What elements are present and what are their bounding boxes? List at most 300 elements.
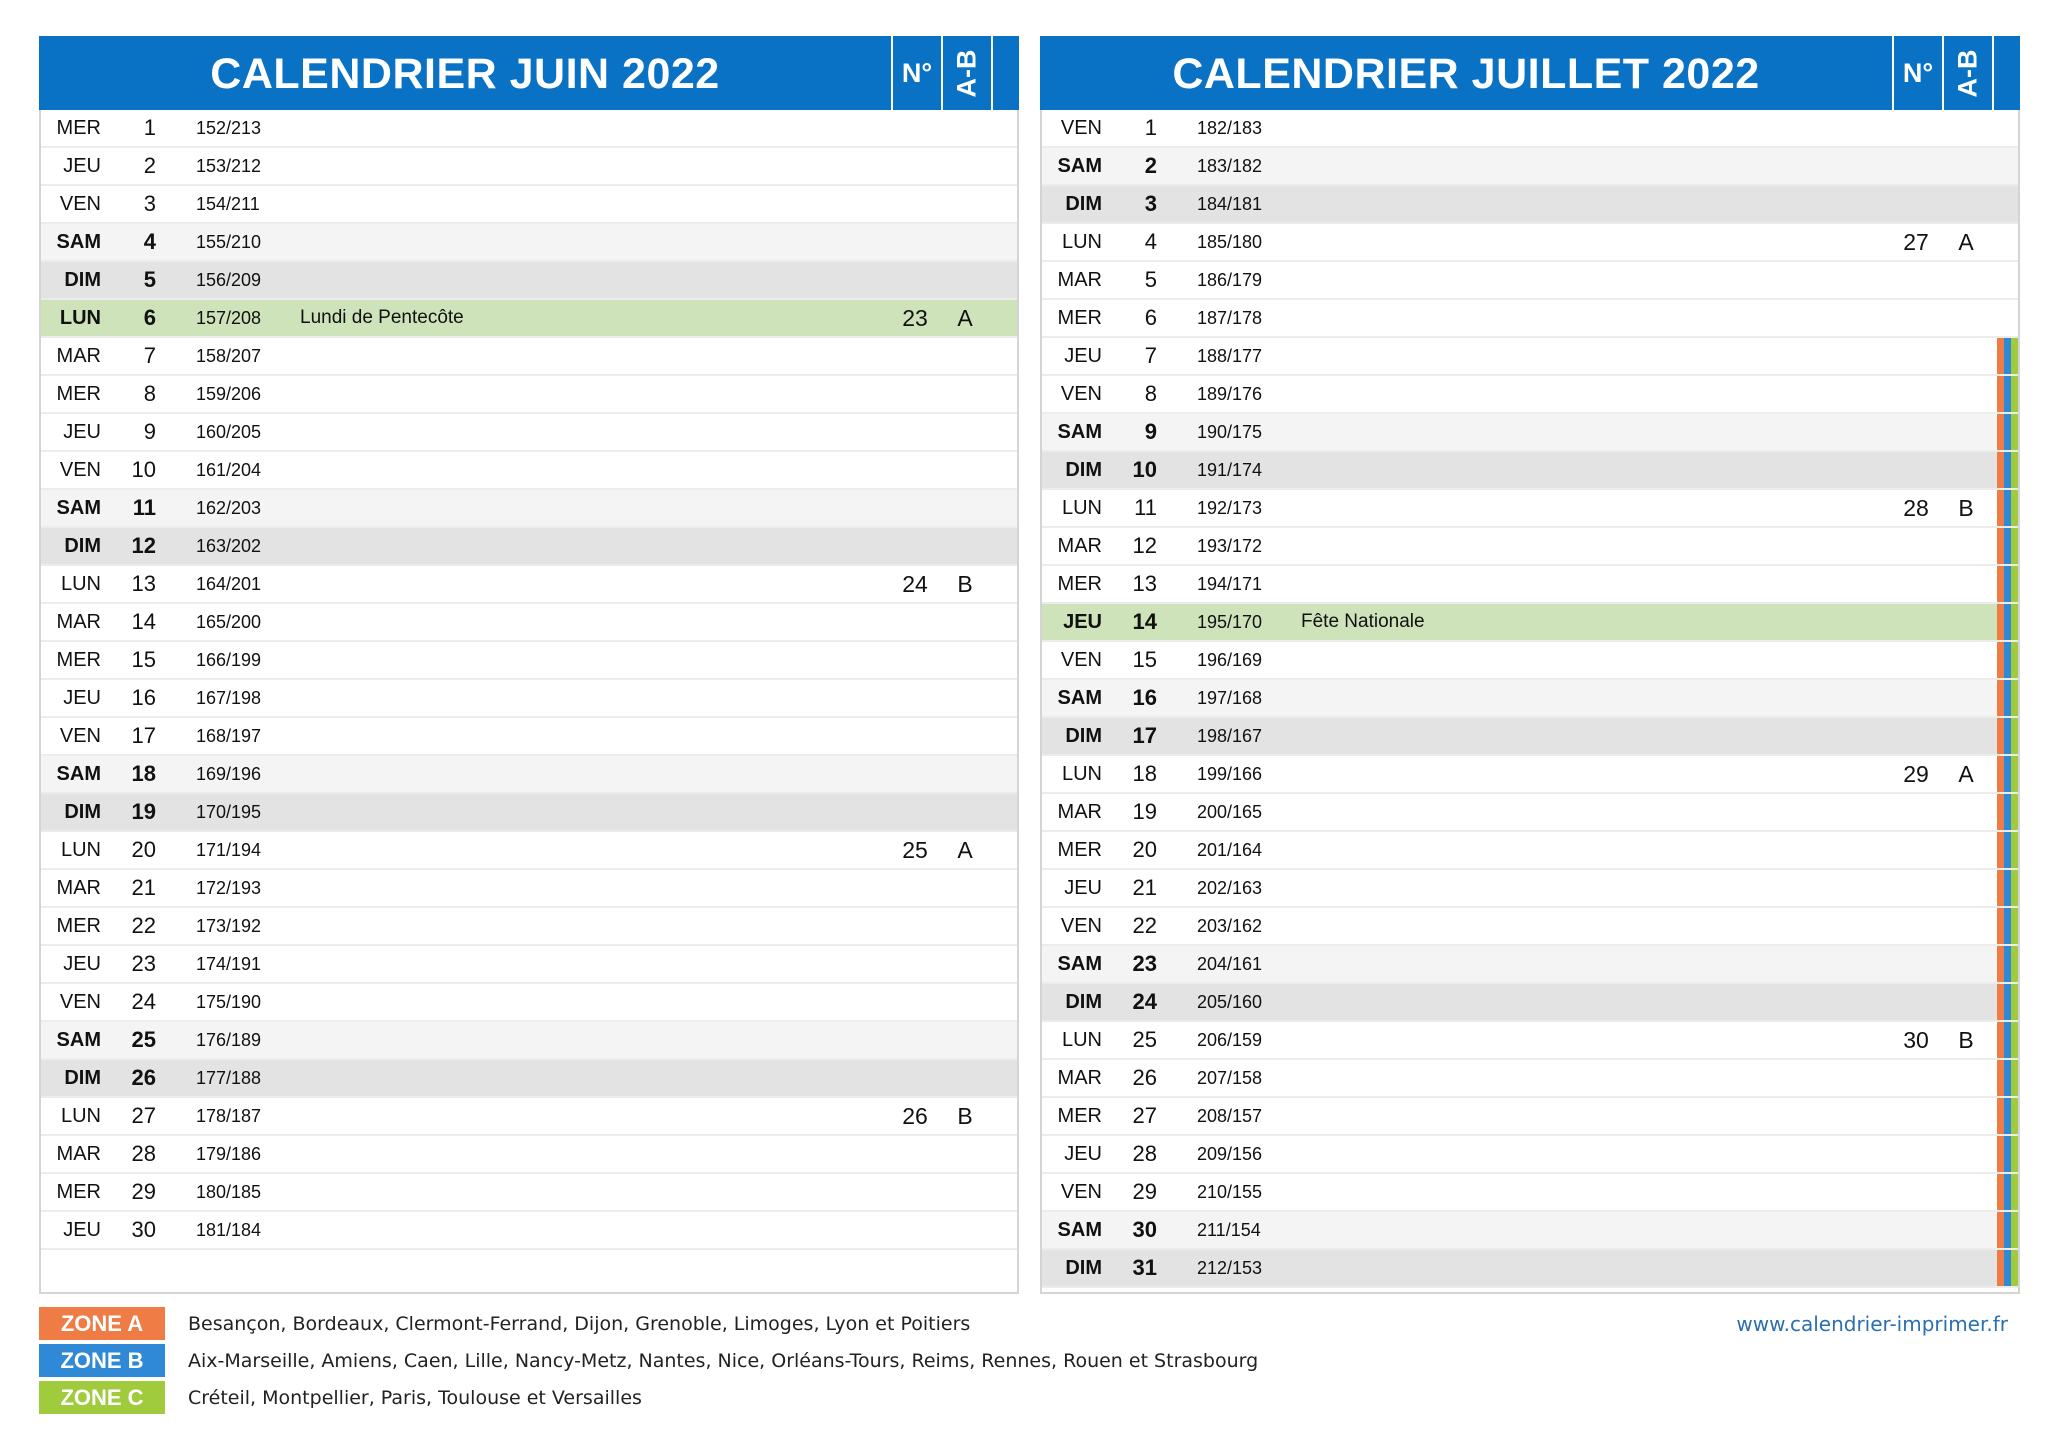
day-of-year: 181/184 <box>196 1219 262 1240</box>
day-row <box>41 186 1017 224</box>
vacation-zone-b-bar <box>2004 832 2011 868</box>
week-ab-header-label: A-B <box>1952 49 1983 97</box>
day-of-year: 163/202 <box>196 535 262 556</box>
day-number: 18 <box>131 761 156 786</box>
day-row <box>1042 224 2018 262</box>
day-of-year: 192/173 <box>1197 497 1263 518</box>
day-row <box>1042 908 2018 946</box>
day-row <box>41 642 1017 680</box>
weekday: LUN <box>1061 762 1102 785</box>
weekday: JEU <box>63 420 101 443</box>
day-number: 3 <box>1144 191 1157 216</box>
day-of-year: 158/207 <box>196 345 262 366</box>
day-rows <box>41 110 1017 1250</box>
week-number: 25 <box>902 836 928 863</box>
day-row <box>1042 642 2018 680</box>
day-number: 6 <box>1144 305 1157 330</box>
weekday: LUN <box>60 572 101 595</box>
day-row <box>41 870 1017 908</box>
day-number: 3 <box>143 191 156 216</box>
vacation-zone-c-bar <box>2011 1060 2018 1096</box>
weekday: MAR <box>1057 534 1102 557</box>
calendar-header <box>39 36 1019 110</box>
event-label: Fête Nationale <box>1301 611 1425 632</box>
day-of-year: 169/196 <box>196 763 262 784</box>
vacation-zone-a-bar <box>1997 946 2004 982</box>
weekday: MER <box>56 1180 101 1203</box>
day-row <box>1042 1060 2018 1098</box>
weekday: MAR <box>56 876 101 899</box>
day-number: 16 <box>1132 685 1157 710</box>
vacation-zone-c-bar <box>2011 718 2018 754</box>
week-ab: A <box>1958 760 1974 787</box>
event-label: Lundi de Pentecôte <box>300 307 464 328</box>
weekday: SAM <box>1057 1218 1102 1241</box>
week-ab: B <box>957 570 973 597</box>
weekday: LUN <box>59 306 101 329</box>
day-number: 11 <box>1134 495 1157 520</box>
week-ab: A <box>1958 228 1974 255</box>
day-of-year: 171/194 <box>196 839 262 860</box>
day-row <box>41 832 1017 870</box>
vacation-zone-a-bar <box>1997 984 2004 1020</box>
day-row <box>41 908 1017 946</box>
day-number: 7 <box>1144 343 1157 368</box>
day-number: 22 <box>131 913 156 938</box>
vacation-zone-b-bar <box>2004 642 2011 678</box>
week-ab: B <box>1958 494 1974 521</box>
vacation-zone-b-bar <box>2004 604 2011 640</box>
vacation-zone-b-bar <box>2004 756 2011 792</box>
day-number: 9 <box>143 419 156 444</box>
day-number: 23 <box>1132 951 1157 976</box>
day-of-year: 168/197 <box>196 725 262 746</box>
day-row <box>1042 376 2018 414</box>
day-of-year: 177/188 <box>196 1067 262 1088</box>
vacation-zones-strip <box>1992 338 2018 374</box>
day-row <box>41 300 1017 338</box>
zone-a-cities: Besançon, Bordeaux, Clermont-Ferrand, Dijon, Grenoble, Limoges, Lyon et Poitiers <box>188 1312 971 1335</box>
weekday: SAM <box>56 1028 101 1051</box>
vacation-zones-strip <box>1992 642 2018 678</box>
vacation-zone-c-bar <box>2011 376 2018 412</box>
week-ab: A <box>957 304 973 331</box>
day-of-year: 154/211 <box>196 193 260 214</box>
week-number-header: N° <box>1892 36 1942 110</box>
weekday: VEN <box>59 990 101 1013</box>
day-number: 26 <box>131 1065 156 1090</box>
vacation-zone-c-bar <box>2011 1174 2018 1210</box>
legend-zone-a <box>39 1305 1258 1342</box>
day-of-year: 187/178 <box>1197 307 1263 328</box>
weekday: MER <box>1057 1104 1102 1127</box>
day-of-year: 172/193 <box>196 877 262 898</box>
day-row <box>41 1212 1017 1250</box>
day-of-year: 152/213 <box>196 117 262 138</box>
vacation-zone-c-bar <box>2011 1250 2018 1286</box>
day-number: 6 <box>143 305 156 330</box>
vacation-zone-a-bar <box>1997 908 2004 944</box>
day-row <box>1042 1136 2018 1174</box>
week-number: 27 <box>1903 228 1929 255</box>
day-of-year: 166/199 <box>196 649 262 670</box>
day-row <box>1042 756 2018 794</box>
day-of-year: 199/166 <box>1197 763 1263 784</box>
weekday: MER <box>1057 838 1102 861</box>
day-of-year: 205/160 <box>1197 991 1263 1012</box>
vacation-zone-b-bar <box>2004 1098 2011 1134</box>
weekday: DIM <box>1065 990 1102 1013</box>
vacation-zone-a-bar <box>1997 376 2004 412</box>
day-of-year: 210/155 <box>1197 1181 1263 1202</box>
vacation-zones-strip <box>1992 528 2018 564</box>
day-of-year: 191/174 <box>1197 459 1263 480</box>
weekday: VEN <box>1060 382 1102 405</box>
day-row <box>1042 1174 2018 1212</box>
day-of-year: 201/164 <box>1197 839 1263 860</box>
day-row <box>41 148 1017 186</box>
vacation-zones-strip <box>1992 870 2018 906</box>
day-of-year: 153/212 <box>196 155 262 176</box>
week-ab-header-label: A-B <box>951 49 982 97</box>
day-number: 10 <box>131 457 156 482</box>
weekday: JEU <box>63 686 101 709</box>
day-of-year: 167/198 <box>196 687 262 708</box>
vacation-zone-b-bar <box>2004 414 2011 450</box>
vacation-zones-strip <box>1992 1022 2018 1058</box>
day-number: 12 <box>1132 533 1157 558</box>
day-number: 13 <box>131 571 156 596</box>
calendar-july <box>1040 36 2020 1294</box>
vacation-zone-b-bar <box>2004 908 2011 944</box>
zone-a-badge: ZONE A <box>39 1307 165 1340</box>
day-number: 5 <box>143 267 156 292</box>
day-number: 12 <box>131 533 156 558</box>
day-row <box>1042 718 2018 756</box>
vacation-zone-a-bar <box>1997 718 2004 754</box>
day-number: 30 <box>131 1217 156 1242</box>
weekday: DIM <box>64 1066 101 1089</box>
day-of-year: 165/200 <box>196 611 262 632</box>
vacation-zones-strip <box>1992 566 2018 602</box>
day-row <box>41 1060 1017 1098</box>
day-number: 9 <box>1144 419 1157 444</box>
vacation-zone-a-bar <box>1997 1174 2004 1210</box>
day-row <box>41 414 1017 452</box>
vacation-zone-b-bar <box>2004 528 2011 564</box>
weekday: MAR <box>1057 268 1102 291</box>
weekday: MER <box>56 914 101 937</box>
day-of-year: 196/169 <box>1197 649 1263 670</box>
day-row <box>41 794 1017 832</box>
day-number: 20 <box>131 837 156 862</box>
day-number: 25 <box>131 1027 156 1052</box>
weekday: MAR <box>1057 1066 1102 1089</box>
day-number: 7 <box>143 343 156 368</box>
weekday: SAM <box>1057 952 1102 975</box>
weekday: VEN <box>1060 648 1102 671</box>
vacation-zone-b-bar <box>2004 490 2011 526</box>
day-of-year: 162/203 <box>196 497 262 518</box>
day-number: 30 <box>1132 1217 1157 1242</box>
weekday: JEU <box>63 154 101 177</box>
day-of-year: 183/182 <box>1197 155 1263 176</box>
day-of-year: 174/191 <box>196 953 262 974</box>
vacation-zone-c-bar <box>2011 870 2018 906</box>
week-number: 26 <box>902 1102 928 1129</box>
weekday: LUN <box>60 838 101 861</box>
weekday: DIM <box>1065 192 1102 215</box>
vacation-zones-strip <box>1992 832 2018 868</box>
day-row <box>1042 414 2018 452</box>
weekday: MAR <box>1057 800 1102 823</box>
day-row <box>1042 300 2018 338</box>
day-of-year: 186/179 <box>1197 269 1263 290</box>
weekday: MER <box>1057 306 1102 329</box>
week-number: 24 <box>902 570 928 597</box>
vacation-zone-a-bar <box>1997 1022 2004 1058</box>
vacation-zone-a-bar <box>1997 870 2004 906</box>
day-of-year: 184/181 <box>1197 193 1263 214</box>
day-number: 14 <box>131 609 156 634</box>
weekday: SAM <box>56 230 101 253</box>
day-row <box>41 718 1017 756</box>
day-row <box>1042 946 2018 984</box>
vacation-zone-c-bar <box>2011 756 2018 792</box>
day-row <box>1042 1098 2018 1136</box>
day-of-year: 178/187 <box>196 1105 262 1126</box>
day-row <box>1042 870 2018 908</box>
vacation-zones-strip <box>1992 1060 2018 1096</box>
day-row <box>41 756 1017 794</box>
vacation-zone-a-bar <box>1997 604 2004 640</box>
vacation-zone-a-bar <box>1997 642 2004 678</box>
week-number-header: N° <box>891 36 941 110</box>
weekday: JEU <box>1064 344 1102 367</box>
day-of-year: 159/206 <box>196 383 262 404</box>
day-of-year: 193/172 <box>1197 535 1263 556</box>
day-number: 21 <box>131 875 156 900</box>
vacation-zone-b-bar <box>2004 1022 2011 1058</box>
vacation-zones-strip <box>1992 680 2018 716</box>
day-row <box>41 566 1017 604</box>
weekday: LUN <box>1061 230 1102 253</box>
day-of-year: 155/210 <box>196 231 262 252</box>
day-row <box>41 604 1017 642</box>
day-row <box>41 528 1017 566</box>
week-number: 30 <box>1903 1026 1929 1053</box>
vacation-zones-strip <box>1992 984 2018 1020</box>
zone-c-badge: ZONE C <box>39 1381 165 1414</box>
vacation-zone-c-bar <box>2011 908 2018 944</box>
week-ab: B <box>1958 1026 1974 1053</box>
day-number: 11 <box>132 495 156 520</box>
day-row <box>1042 186 2018 224</box>
vacation-zones-strip <box>1992 794 2018 830</box>
week-number: 28 <box>1903 494 1929 521</box>
day-number: 27 <box>1132 1103 1157 1128</box>
vacation-zones-strip <box>1992 946 2018 982</box>
vacation-zones-strip <box>1992 1174 2018 1210</box>
week-number: 29 <box>1903 760 1929 787</box>
legend-zone-b <box>39 1342 1258 1379</box>
day-of-year: 195/170 <box>1197 611 1263 632</box>
vacation-zone-a-bar <box>1997 490 2004 526</box>
weekday: DIM <box>1065 458 1102 481</box>
weekday: JEU <box>63 952 101 975</box>
vacation-zone-b-bar <box>2004 1212 2011 1248</box>
vacation-zone-b-bar <box>2004 1136 2011 1172</box>
vacation-zone-b-bar <box>2004 680 2011 716</box>
day-of-year: 200/165 <box>1197 801 1263 822</box>
day-row <box>41 490 1017 528</box>
day-number: 1 <box>143 115 156 140</box>
weekday: VEN <box>59 192 101 215</box>
vacation-zones-strip <box>1992 1250 2018 1286</box>
day-of-year: 156/209 <box>196 269 262 290</box>
day-row <box>41 680 1017 718</box>
day-row <box>41 110 1017 148</box>
vacation-zones-strip <box>1992 1212 2018 1248</box>
day-of-year: 203/162 <box>1197 915 1263 936</box>
vacation-zone-c-bar <box>2011 642 2018 678</box>
vacation-zone-b-bar <box>2004 1250 2011 1286</box>
vacation-zone-a-bar <box>1997 794 2004 830</box>
calendar-title: CALENDRIER JUIN 2022 <box>210 49 720 98</box>
day-number: 4 <box>143 229 156 254</box>
vacation-zone-b-bar <box>2004 1060 2011 1096</box>
day-row <box>1042 604 2018 642</box>
day-row <box>41 946 1017 984</box>
week-ab: A <box>957 836 973 863</box>
day-number: 8 <box>1144 381 1157 406</box>
weekday: LUN <box>60 1104 101 1127</box>
vacation-zone-c-bar <box>2011 604 2018 640</box>
vacation-zone-a-bar <box>1997 452 2004 488</box>
day-number: 2 <box>1144 153 1157 178</box>
weekday: MAR <box>56 344 101 367</box>
weekday: VEN <box>1060 1180 1102 1203</box>
day-row <box>1042 148 2018 186</box>
day-number: 22 <box>1132 913 1157 938</box>
day-of-year: 189/176 <box>1197 383 1263 404</box>
day-row <box>1042 110 2018 148</box>
day-row <box>41 1022 1017 1060</box>
vacation-zones-strip <box>1992 452 2018 488</box>
website-link[interactable]: www.calendrier-imprimer.fr <box>1736 1312 2008 1336</box>
vacation-zone-c-bar <box>2011 528 2018 564</box>
day-of-year: 211/154 <box>1197 1219 1261 1240</box>
day-row <box>1042 984 2018 1022</box>
day-of-year: 206/159 <box>1197 1029 1263 1050</box>
day-row <box>1042 1022 2018 1060</box>
header-spacer <box>991 36 1019 110</box>
day-row <box>1042 1212 2018 1250</box>
day-number: 2 <box>143 153 156 178</box>
weekday: MER <box>56 648 101 671</box>
vacation-zone-b-bar <box>2004 984 2011 1020</box>
zone-b-cities: Aix-Marseille, Amiens, Caen, Lille, Nancy-Metz, Nantes, Nice, Orléans-Tours, Reims, Rennes, Rouen et Strasbourg <box>188 1349 1259 1372</box>
day-of-year: 208/157 <box>1197 1105 1263 1126</box>
weekday: SAM <box>56 762 101 785</box>
vacation-zone-c-bar <box>2011 984 2018 1020</box>
day-row <box>41 1174 1017 1212</box>
vacation-zone-b-bar <box>2004 870 2011 906</box>
day-number: 31 <box>1132 1255 1157 1280</box>
day-of-year: 202/163 <box>1197 877 1263 898</box>
vacation-zone-c-bar <box>2011 680 2018 716</box>
day-number: 13 <box>1132 571 1157 596</box>
weekday: DIM <box>1065 724 1102 747</box>
day-number: 5 <box>1144 267 1157 292</box>
weekday: LUN <box>1061 1028 1102 1051</box>
vacation-zone-c-bar <box>2011 794 2018 830</box>
vacation-zone-c-bar <box>2011 946 2018 982</box>
vacation-zone-a-bar <box>1997 1250 2004 1286</box>
day-number: 17 <box>1132 723 1157 748</box>
vacation-zones-strip <box>1992 376 2018 412</box>
vacation-zone-b-bar <box>2004 566 2011 602</box>
vacation-zones-strip <box>1992 490 2018 526</box>
day-of-year: 164/201 <box>196 573 262 594</box>
day-number: 29 <box>131 1179 156 1204</box>
weekday: MAR <box>56 1142 101 1165</box>
vacation-zone-c-bar <box>2011 1212 2018 1248</box>
header-spacer <box>1992 36 2020 110</box>
vacation-zone-c-bar <box>2011 566 2018 602</box>
zone-b-badge: ZONE B <box>39 1344 165 1377</box>
vacation-zone-a-bar <box>1997 1212 2004 1248</box>
weekday: SAM <box>1057 420 1102 443</box>
day-number: 23 <box>131 951 156 976</box>
day-of-year: 179/186 <box>196 1143 262 1164</box>
vacation-zone-b-bar <box>2004 946 2011 982</box>
day-row <box>41 224 1017 262</box>
weekday: MER <box>56 116 101 139</box>
vacation-zone-a-bar <box>1997 1136 2004 1172</box>
day-row <box>41 262 1017 300</box>
day-of-year: 197/168 <box>1197 687 1263 708</box>
day-number: 16 <box>131 685 156 710</box>
day-of-year: 198/167 <box>1197 725 1263 746</box>
week-ab: B <box>957 1102 973 1129</box>
day-of-year: 161/204 <box>196 459 262 480</box>
day-number: 24 <box>131 989 156 1014</box>
day-number: 21 <box>1132 875 1157 900</box>
day-of-year: 212/153 <box>1197 1257 1263 1278</box>
weekday: JEU <box>1064 876 1102 899</box>
week-ab-header <box>1942 36 1992 110</box>
vacation-zones-strip <box>1992 604 2018 640</box>
vacation-zones-strip <box>1992 756 2018 792</box>
vacation-zone-b-bar <box>2004 452 2011 488</box>
day-number: 19 <box>131 799 156 824</box>
day-of-year: 188/177 <box>1197 345 1263 366</box>
day-row <box>41 452 1017 490</box>
vacation-zone-a-bar <box>1997 1060 2004 1096</box>
day-row <box>41 376 1017 414</box>
vacation-zone-a-bar <box>1997 1098 2004 1134</box>
day-of-year: 182/183 <box>1197 117 1263 138</box>
weekday: DIM <box>1065 1256 1102 1279</box>
day-row <box>1042 528 2018 566</box>
day-number: 18 <box>1132 761 1157 786</box>
weekday: DIM <box>64 800 101 823</box>
day-of-year: 173/192 <box>196 915 262 936</box>
vacation-zone-b-bar <box>2004 338 2011 374</box>
vacation-zone-a-bar <box>1997 680 2004 716</box>
day-number: 15 <box>1132 647 1157 672</box>
